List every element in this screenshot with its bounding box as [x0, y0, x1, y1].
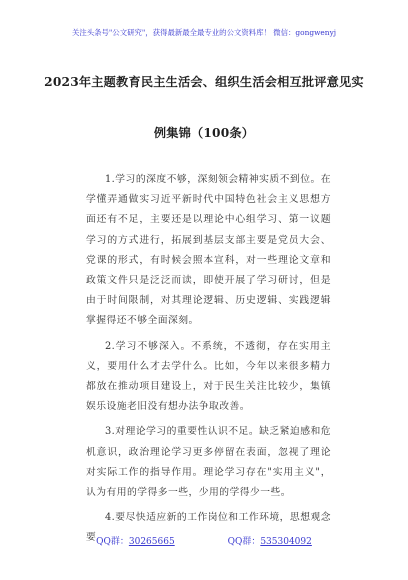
footer-qq2-number[interactable]: 535304092 — [260, 537, 312, 547]
paragraph-2: 2.学习不够深入。不系统，不透彻，存在实用主义，要用什么才去学什么。比如，今年以来很多精力都放在推动项目建设上，对于民生关注比较少，集镇娱乐设施老旧没有想办法争取改善。 — [86, 340, 331, 413]
footer-contact — [0, 534, 408, 547]
footer-qq2 — [228, 534, 312, 547]
footer-qq2-label: QQ群： — [227, 537, 261, 547]
footer-qq1-number[interactable]: 30265665 — [128, 537, 175, 547]
promo-banner: 关注头条号"公文研究"，获得最新最全最专业的公文资料库！ 微信：gongwenyj — [71, 28, 337, 37]
document-title-line1: 2023年主题教育民主生活会、组织生活会相互批评意见实 — [44, 75, 364, 89]
document-title-line2: 例集锦（100条） — [153, 126, 255, 140]
paragraph-4: 4.要尽快适应新的工作岗位和工作环境，思想观念要 — [86, 512, 331, 544]
paragraph-1: 1.学习的深度不够，深刻领会精神实质不到位。在学懂弄通做实习近平新时代中国特色社会主义思想方面还有不足，主要还是以理论中心组学习、第一议题学习的方式进行，拓展到基层支部主要是党员大会、党课的形式，有时候会照本宣科，对一些理论文章和政策文件只是泛泛而读，即使开展了学习研讨，但是由于时间限制，对其理论逻辑、历史逻辑、实践逻辑掌握得还不够全面深刻。 — [86, 174, 331, 327]
document-body — [86, 170, 331, 554]
paragraph-3: 3.对理论学习的重要性认识不足。缺乏紧迫感和危机意识，政治理论学习更多停留在表面，忽视了理论对实际工作的指导作用。理论学习存在"实用主义"，认为有用的学得多一些，少用的学得少一些。 — [86, 426, 331, 499]
footer-qq1 — [96, 534, 175, 547]
footer-qq1-label: QQ群： — [96, 537, 129, 547]
